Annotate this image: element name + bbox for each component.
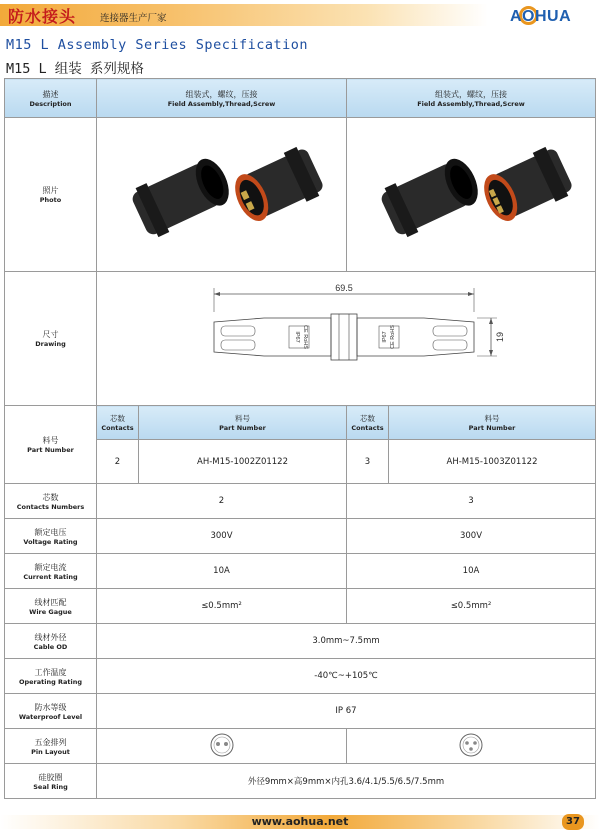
current-value-1: 10A: [97, 554, 347, 589]
waterproof-value: IP 67: [97, 694, 596, 729]
description-value-1: 组装式，螺纹，压接 Field Assembly,Thread,Screw: [97, 79, 347, 118]
row-description: [5, 79, 596, 118]
operating-value: -40℃~+105℃: [97, 659, 596, 694]
page-number: 37: [562, 814, 584, 830]
spec-table: [4, 78, 596, 799]
pin-layout-label: 五金排列 Pin Layout: [5, 729, 97, 764]
page-footer: [0, 812, 600, 833]
wire-gauge-label: 线材匹配 Wire Gague: [5, 589, 97, 624]
part-number-value-2: AH-M15-1003Z01122: [389, 440, 596, 484]
row-photo: [5, 118, 596, 272]
contacts-numbers-label: 芯数 Contacts Numbers: [5, 484, 97, 519]
pin-layout-2pin-icon: [209, 732, 235, 758]
contacts-header-1: 芯数 Contacts: [97, 406, 139, 440]
seal-ring-value: 外径9mm×高9mm×内孔3.6/4.1/5.5/6.5/7.5mm: [97, 764, 596, 799]
wire-gauge-value-1: ≤0.5mm²: [97, 589, 347, 624]
voltage-value-2: 300V: [347, 519, 596, 554]
description-value-2: 组装式，螺纹，压接 Field Assembly,Thread,Screw: [347, 79, 596, 118]
row-pin-layout: [5, 729, 596, 764]
drawing-label: 尺寸 Drawing: [5, 272, 97, 406]
row-current: [5, 554, 596, 589]
row-contacts-numbers: [5, 484, 596, 519]
wire-gauge-value-2: ≤0.5mm²: [347, 589, 596, 624]
pin-layout-3pin-icon: [458, 732, 484, 758]
marking-left-1: IP67: [293, 331, 300, 343]
part-header-2: 料号 Part Number: [389, 406, 596, 440]
row-seal-ring: [5, 764, 596, 799]
row-part-header: [5, 406, 596, 440]
contacts-header-2: 芯数 Contacts: [347, 406, 389, 440]
row-wire-gauge: [5, 589, 596, 624]
row-operating: [5, 659, 596, 694]
photo-cell-2: [347, 118, 596, 272]
marking-right-2: CE RoHS: [389, 325, 396, 349]
row-voltage: [5, 519, 596, 554]
drawing-cell: [97, 272, 596, 406]
title-en: M15 L Assembly Series Specification: [6, 37, 308, 53]
photo-cell-1: [97, 118, 347, 272]
marking-right-1: IP67: [381, 331, 388, 343]
voltage-label: 额定电压 Voltage Rating: [5, 519, 97, 554]
seal-ring-label: 硅胶圈 Seal Ring: [5, 764, 97, 799]
connector-photo-2pin: [112, 123, 332, 263]
contacts-numbers-value-2: 3: [347, 484, 596, 519]
waterproof-label: 防水等级 Waterproof Level: [5, 694, 97, 729]
part-number-label: 料号 Part Number: [5, 406, 97, 484]
title-cn: M15 L 组装 系列规格: [6, 61, 144, 77]
page-header: [0, 0, 600, 30]
description-label: 描述 Description: [5, 79, 97, 118]
connector-photo-3pin: [361, 123, 581, 263]
contacts-value-2: 3: [347, 440, 389, 484]
voltage-value-1: 300V: [97, 519, 347, 554]
photo-label: 照片 Photo: [5, 118, 97, 272]
logo-text: AOHUA: [510, 8, 572, 25]
cable-od-value: 3.0mm~7.5mm: [97, 624, 596, 659]
pin-layout-3pin: [347, 729, 596, 764]
current-label: 额定电流 Current Rating: [5, 554, 97, 589]
aohua-logo: [508, 5, 592, 27]
contacts-value-1: 2: [97, 440, 139, 484]
header-subtitle: 连接器生产厂家: [100, 13, 167, 24]
height-dimension: 19: [494, 331, 505, 343]
part-number-value-1: AH-M15-1002Z01122: [139, 440, 347, 484]
cable-od-label: 线材外径 Cable OD: [5, 624, 97, 659]
dimension-drawing: [99, 272, 594, 402]
current-value-2: 10A: [347, 554, 596, 589]
row-cable-od: [5, 624, 596, 659]
header-brand-cn: 防水接头: [8, 7, 77, 26]
pin-layout-2pin: [97, 729, 347, 764]
marking-left-2: CE RoHS: [301, 325, 308, 349]
row-waterproof: [5, 694, 596, 729]
operating-label: 工作温度 Operating Rating: [5, 659, 97, 694]
contacts-numbers-value-1: 2: [97, 484, 347, 519]
part-header-1: 料号 Part Number: [139, 406, 347, 440]
row-drawing: [5, 272, 596, 406]
footer-url[interactable]: www.aohua.net: [251, 815, 349, 828]
length-dimension: 69.5: [334, 283, 353, 293]
